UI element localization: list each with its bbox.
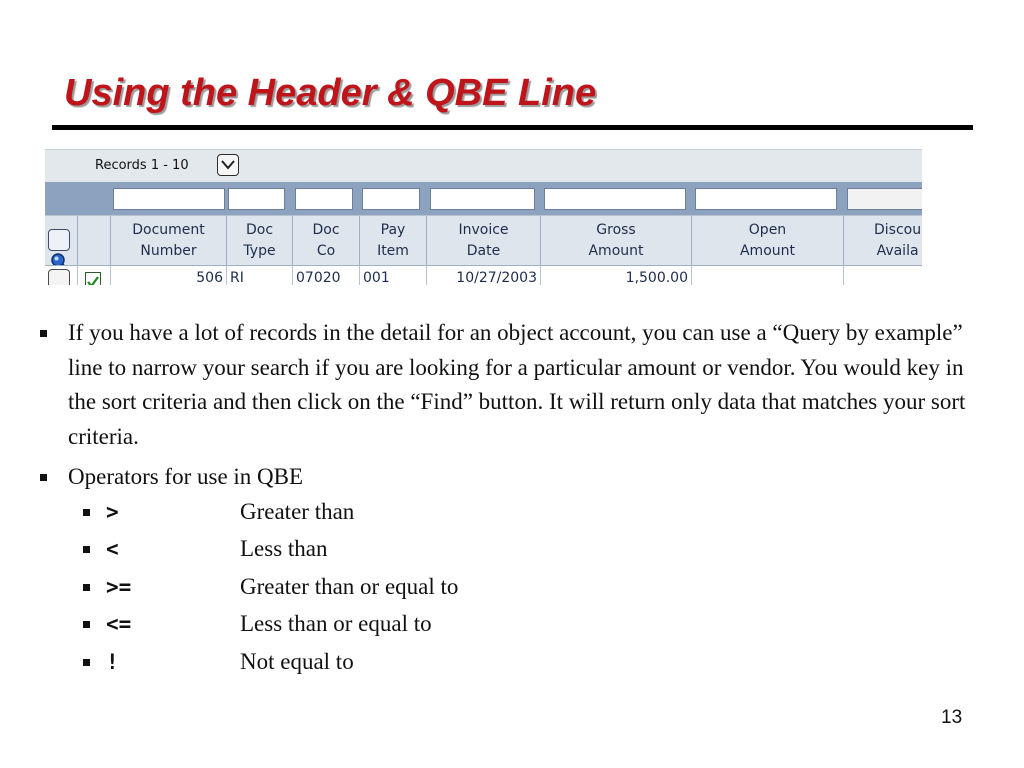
row-select-cell	[45, 266, 78, 285]
find-button[interactable]	[48, 229, 70, 251]
records-dropdown-button[interactable]	[217, 154, 239, 176]
operator-meaning: Less than	[240, 536, 328, 561]
records-range-label: Records 1 - 10	[95, 158, 189, 173]
grid-toolbar	[45, 149, 922, 183]
operator-item	[68, 570, 980, 608]
row-select-button[interactable]	[48, 269, 70, 285]
qbe-pay-item[interactable]	[362, 188, 420, 210]
bullet-item	[40, 460, 980, 682]
operator-item	[68, 607, 980, 645]
header-gross-amount[interactable]: Gross Amount	[541, 216, 692, 265]
cell-open-amount	[692, 266, 844, 285]
header-discount-available[interactable]: Discou Availa	[844, 216, 922, 265]
header-doc-type[interactable]: Doc Type	[227, 216, 293, 265]
header-pay-item[interactable]: Pay Item	[360, 216, 427, 265]
square-bullet-icon	[83, 584, 90, 591]
chevron-down-icon	[221, 160, 235, 170]
bullet-list	[40, 316, 980, 688]
square-bullet-icon	[83, 621, 90, 628]
operator-symbol: >	[106, 499, 119, 524]
operator-item	[68, 495, 980, 533]
header-doc-co[interactable]: Doc Co	[293, 216, 360, 265]
square-bullet-icon	[83, 509, 90, 516]
records-grid-screenshot	[45, 149, 922, 285]
operator-symbol: <=	[106, 612, 132, 636]
header-find-cell	[45, 216, 78, 265]
header-open-amount[interactable]: Open Amount	[692, 216, 844, 265]
operator-item	[68, 645, 980, 683]
qbe-discount-available[interactable]	[847, 188, 922, 210]
square-bullet-icon	[40, 474, 47, 481]
qbe-document-number[interactable]	[113, 188, 225, 210]
cell-doc-co: 07020	[293, 266, 360, 285]
operator-meaning: Not equal to	[240, 648, 354, 674]
operators-heading: Operators for use in QBE	[68, 464, 304, 489]
cell-doc-type: RI	[227, 266, 293, 285]
qbe-doc-co[interactable]	[295, 188, 353, 210]
slide-title: Using the Header & QBE Line	[64, 72, 597, 114]
qbe-doc-type[interactable]	[228, 188, 285, 210]
bullet-item	[40, 316, 980, 454]
magnifier-globe-icon	[49, 251, 69, 265]
operator-meaning: Greater than	[240, 498, 355, 524]
operator-meaning: Greater than or equal to	[240, 573, 459, 599]
table-row[interactable]	[45, 266, 922, 285]
square-bullet-icon	[40, 330, 47, 337]
row-checkbox[interactable]	[85, 272, 101, 285]
header-check-cell	[78, 216, 111, 265]
operator-meaning: Less than or equal to	[240, 611, 432, 636]
qbe-invoice-date[interactable]	[430, 188, 535, 210]
cell-pay-item: 001	[360, 266, 427, 285]
operator-symbol: !	[106, 649, 119, 674]
cell-invoice-date: 10/27/2003	[427, 266, 541, 285]
cell-gross-amount: 1,500.00	[541, 266, 692, 285]
header-invoice-date[interactable]: Invoice Date	[427, 216, 541, 265]
qbe-gross-amount[interactable]	[544, 188, 686, 210]
operator-item	[68, 532, 980, 570]
square-bullet-icon	[83, 546, 90, 553]
title-underline	[52, 125, 973, 130]
page-number: 13	[941, 707, 963, 728]
square-bullet-icon	[83, 659, 90, 666]
cell-document-number: 506	[111, 266, 227, 285]
qbe-explanation-text: If you have a lot of records in the detail for an object account, you can use a “Query by example” line to narrow your search if you are looking for a particular amount or vendor. You would key in the sort criteria and then click on the “Find” button. It will return only data that matches your sort criteria.	[68, 320, 966, 449]
qbe-line	[45, 182, 922, 215]
grid-header-row	[45, 215, 922, 266]
checkmark-icon	[86, 275, 100, 285]
cell-discount-available	[844, 266, 922, 285]
header-document-number[interactable]: Document Number	[111, 216, 227, 265]
operators-list	[68, 495, 980, 683]
qbe-open-amount[interactable]	[695, 188, 837, 210]
row-check-cell	[78, 266, 111, 285]
operator-symbol: >=	[106, 574, 132, 599]
operator-symbol: <	[106, 537, 119, 561]
